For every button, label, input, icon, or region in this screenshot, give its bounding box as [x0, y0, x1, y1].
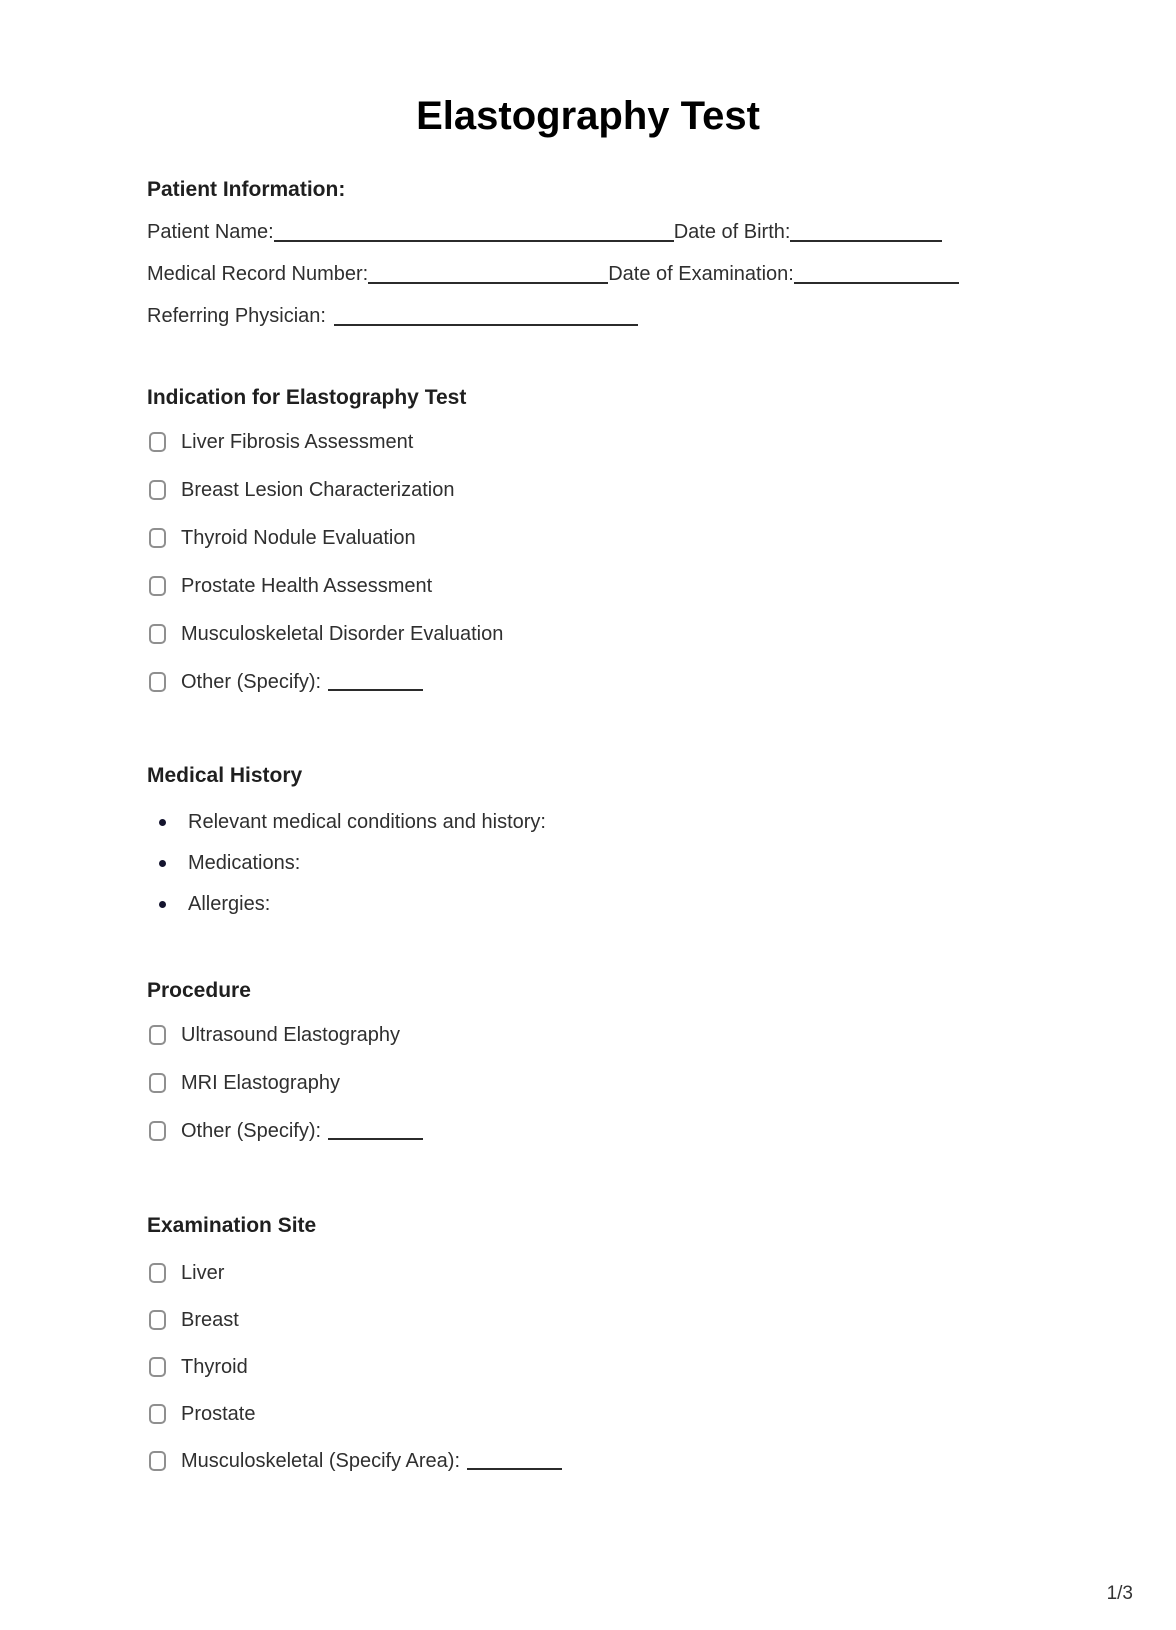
- patient-name-label: Patient Name:: [147, 221, 274, 243]
- musculoskeletal-area-blank[interactable]: [467, 1452, 562, 1470]
- checkbox-site-thyroid[interactable]: [149, 1357, 166, 1377]
- checkbox-thyroid-nodule[interactable]: [149, 528, 166, 548]
- document-title: Elastography Test: [416, 94, 760, 138]
- referring-physician-blank[interactable]: [334, 308, 638, 326]
- date-of-examination-label: Date of Examination:: [608, 263, 794, 285]
- site-row-musculoskeletal: [147, 1449, 1086, 1473]
- indication-row-musculoskeletal-disorder: [147, 622, 1086, 646]
- checkbox-site-liver[interactable]: [149, 1263, 166, 1283]
- site-row-thyroid: [147, 1355, 1086, 1379]
- page-indicator: 1/3: [1106, 1583, 1133, 1604]
- checkbox-indication-other[interactable]: [149, 672, 166, 692]
- date-of-examination-blank[interactable]: [794, 266, 959, 284]
- indication-row-prostate-health: [147, 574, 1086, 598]
- conditions-label: Relevant medical conditions and history:: [188, 811, 546, 833]
- patient-name-row: [147, 220, 1086, 244]
- procedure-row-mri: [147, 1071, 1086, 1095]
- checkbox-ultrasound-elastography[interactable]: [149, 1025, 166, 1045]
- allergies-label: Allergies:: [188, 893, 271, 915]
- indication-row-breast-lesion: [147, 478, 1086, 502]
- site-row-liver: [147, 1261, 1086, 1285]
- medical-record-number-label: Medical Record Number:: [147, 263, 369, 285]
- prostate-health-label: Prostate Health Assessment: [181, 575, 433, 597]
- breast-lesion-label: Breast Lesion Characterization: [181, 479, 455, 501]
- referring-physician-label: Referring Physician:: [147, 305, 326, 327]
- page-content: [0, 177, 1176, 1473]
- history-row-medications: [147, 851, 1086, 875]
- checkbox-musculoskeletal-disorder[interactable]: [149, 624, 166, 644]
- procedure-other-label: Other (Specify):: [181, 1120, 322, 1142]
- indication-heading: Indication for Elastography Test: [147, 386, 467, 409]
- bullet-icon: [159, 860, 166, 867]
- medical-record-number-blank[interactable]: [368, 266, 608, 284]
- bullet-icon: [159, 901, 166, 908]
- history-row-allergies: [147, 892, 1086, 916]
- indication-row-other: [147, 670, 1086, 694]
- medications-label: Medications:: [188, 852, 301, 874]
- patient-information-heading: Patient Information:: [147, 178, 346, 201]
- checkbox-mri-elastography[interactable]: [149, 1073, 166, 1093]
- examination-site-heading: Examination Site: [147, 1214, 317, 1237]
- date-of-birth-blank[interactable]: [790, 224, 942, 242]
- checkbox-site-breast[interactable]: [149, 1310, 166, 1330]
- checkbox-breast-lesion[interactable]: [149, 480, 166, 500]
- date-of-birth-label: Date of Birth:: [673, 221, 791, 243]
- indication-row-liver-fibrosis: [147, 430, 1086, 454]
- history-row-conditions: [147, 810, 1086, 834]
- ultrasound-elastography-label: Ultrasound Elastography: [181, 1024, 401, 1046]
- medical-history-heading: Medical History: [147, 764, 303, 787]
- referring-physician-row: [147, 304, 1086, 328]
- medical-record-row: [147, 262, 1086, 286]
- site-breast-label: Breast: [181, 1309, 239, 1331]
- liver-fibrosis-label: Liver Fibrosis Assessment: [181, 431, 414, 453]
- patient-name-blank[interactable]: [274, 224, 674, 242]
- checkbox-site-prostate[interactable]: [149, 1404, 166, 1424]
- site-thyroid-label: Thyroid: [181, 1356, 248, 1378]
- bullet-icon: [159, 819, 166, 826]
- musculoskeletal-disorder-label: Musculoskeletal Disorder Evaluation: [181, 623, 504, 645]
- mri-elastography-label: MRI Elastography: [181, 1072, 340, 1094]
- indication-row-thyroid-nodule: [147, 526, 1086, 550]
- procedure-heading: Procedure: [147, 979, 251, 1002]
- site-liver-label: Liver: [181, 1262, 225, 1284]
- indication-other-label: Other (Specify):: [181, 671, 322, 693]
- checkbox-site-musculoskeletal[interactable]: [149, 1451, 166, 1471]
- checkbox-prostate-health[interactable]: [149, 576, 166, 596]
- procedure-row-ultrasound: [147, 1023, 1086, 1047]
- indication-other-blank[interactable]: [328, 673, 423, 691]
- site-prostate-label: Prostate: [181, 1403, 256, 1425]
- site-row-prostate: [147, 1402, 1086, 1426]
- procedure-other-blank[interactable]: [328, 1122, 423, 1140]
- thyroid-nodule-label: Thyroid Nodule Evaluation: [181, 527, 416, 549]
- procedure-row-other: [147, 1119, 1086, 1143]
- checkbox-procedure-other[interactable]: [149, 1121, 166, 1141]
- site-musculoskeletal-label: Musculoskeletal (Specify Area):: [181, 1450, 461, 1472]
- site-row-breast: [147, 1308, 1086, 1332]
- checkbox-liver-fibrosis[interactable]: [149, 432, 166, 452]
